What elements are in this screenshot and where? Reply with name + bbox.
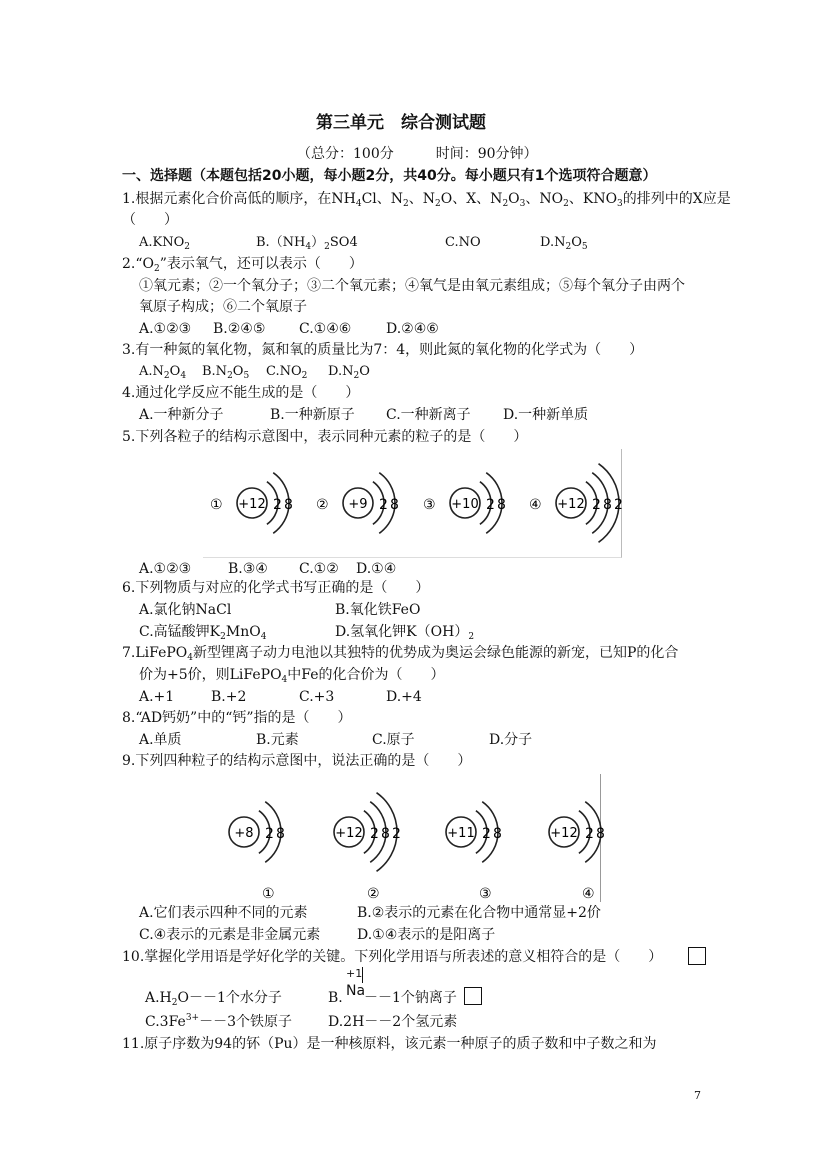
nucleus-charge: +12 <box>550 826 578 841</box>
question-10-option-c: $C.3Fe^{3+}--3$个铁原子 <box>145 1013 293 1030</box>
question-4-option-d: D.一种新单质 <box>503 407 589 423</box>
q9-atom-diagrams <box>224 774 605 902</box>
atom-label: ③ <box>479 886 492 902</box>
question-10-option-a: $A.H_2O--1$个水分子 <box>145 990 282 1008</box>
electron-count: 8 <box>596 826 605 842</box>
question-5-option-c: C.①② <box>299 561 339 577</box>
electron-count: 2 <box>392 826 401 842</box>
q5-atom-2 <box>316 473 399 534</box>
nucleus-charge: +12 <box>557 497 585 512</box>
q5-atom-diagrams <box>203 449 621 557</box>
question-10-stem: 10.掌握化学用语是学好化学的关键。下列化学用语与所表述的意义相符合的是（ ） <box>122 949 663 965</box>
electron-count: 8 <box>603 497 612 513</box>
question-8-option-b: B.元素 <box>256 732 299 748</box>
question-1-paren: （ ） <box>122 212 178 228</box>
atom-label: ④ <box>582 886 595 902</box>
electron-count: 2 <box>585 826 594 842</box>
question-5-option-d: D.①④ <box>356 561 397 577</box>
question-11-stem: 11.原子序数为94的钚（Pu）是一种核原料，该元素一种原子的质子数和中子数之和为 <box>122 1036 657 1052</box>
question-4-stem: 4.通过化学反应不能生成的是（ ） <box>122 385 360 401</box>
atom-label: ② <box>316 497 329 513</box>
nucleus-charge: +12 <box>335 826 363 841</box>
electron-count: 2 <box>379 497 388 513</box>
nucleus-charge: +11 <box>447 826 475 841</box>
page-number: 7 <box>694 1089 701 1102</box>
question-6-option-b: B.氧化铁FeO <box>335 602 421 618</box>
question-3-option-b: $B.N_2O_5$ <box>202 364 250 381</box>
question-2-line-3: 氧原子构成；⑥二个氧原子 <box>139 299 307 315</box>
atom-label: ③ <box>423 497 436 513</box>
electron-count: 8 <box>284 497 293 513</box>
q9-atom-3 <box>446 802 502 902</box>
q9-atom-4 <box>549 802 605 902</box>
nucleus-charge: +10 <box>451 497 479 512</box>
q5-atom-1 <box>210 473 293 534</box>
answer-box[interactable] <box>688 947 706 965</box>
electron-count: 2 <box>265 826 274 842</box>
question-3-stem: 3.有一种氮的氧化物，氮和氧的质量比为7：4，则此氮的氧化物的化学式为（ ） <box>122 342 644 358</box>
q5-atom-4 <box>529 464 623 543</box>
electron-count: 8 <box>390 497 399 513</box>
question-5-option-b: B.③④ <box>228 561 268 577</box>
question-7-stem: 7.LiFePO$_4$新型锂离子动力电池以其独特的优势成为奥运会绿色能源的新宠，已知P的化合 <box>122 645 679 663</box>
question-1-option-a: $A.KNO_2$ <box>139 235 190 252</box>
question-10-option-d: D.2H－－2个氢元素 <box>328 1014 458 1030</box>
question-4-option-a: A.一种新分子 <box>139 407 224 423</box>
question-3-option-c: $C.NO_2$ <box>266 364 308 381</box>
question-1-stem: 1.根据元素化合价高低的顺序，在$NH_4Cl$、$N_2$、$N_2O$、X、$N_2O_3$、$NO_2$、$KNO_3$的排列中的X应是 <box>122 191 731 209</box>
question-3-option-a: $A.N_2O_4$ <box>139 364 187 381</box>
question-4-option-b: B.一种新原子 <box>270 407 355 423</box>
question-7-line-2: 价为+5价，则LiFePO$_4$中Fe的化合价为（ ） <box>139 667 445 685</box>
question-1-option-c: C.NO <box>445 235 481 250</box>
electron-count: 2 <box>370 826 379 842</box>
nucleus-charge: +12 <box>238 497 266 512</box>
question-2-option-b: B.②④⑤ <box>213 321 266 337</box>
q9-atom-2 <box>334 793 401 902</box>
question-2-stem: $2.“O_2$”表示氧气，还可以表示（ ） <box>122 256 363 274</box>
question-9-option-a: A.它们表示四种不同的元素 <box>139 905 308 921</box>
question-9-option-b: B.②表示的元素在化合物中通常显+2价 <box>357 905 601 921</box>
electron-count: 2 <box>486 497 495 513</box>
question-6-option-a: A.氯化钠NaCl <box>139 602 232 618</box>
atom-label: ② <box>367 886 380 902</box>
question-8-option-c: C.原子 <box>372 732 415 748</box>
question-6-stem: 6.下列物质与对应的化学式书写正确的是（ ） <box>122 580 430 596</box>
atom-label: ④ <box>529 497 542 513</box>
answer-box-b[interactable] <box>464 987 482 1005</box>
question-9-stem: 9.下列四种粒子的结构示意图中，说法正确的是（ ） <box>122 753 472 769</box>
q5-atom-3 <box>423 473 506 534</box>
question-9-option-d: D.①④表示的是阳离子 <box>357 927 496 943</box>
question-7-option-c: C.+3 <box>299 689 335 705</box>
question-2-line-2: ①氧元素；②一个氧分子；③二个氧元素；④氧气是由氧元素组成；⑤每个氧分子由两个 <box>139 278 685 294</box>
electron-count: 2 <box>482 826 491 842</box>
question-8-stem: 8.“AD钙奶”中的“钙”指的是（ ） <box>122 710 352 726</box>
page-title: 第三单元 综合测试题 <box>316 113 486 133</box>
question-1-option-d: $D.N_2O_5$ <box>540 235 588 252</box>
electron-count: 2 <box>592 497 601 513</box>
question-10-option-b: －－1个钠离子 <box>364 990 457 1006</box>
question-5-diagram <box>203 449 622 558</box>
atom-label: ① <box>210 497 223 513</box>
electron-count: 2 <box>273 497 282 513</box>
electron-count: 8 <box>276 826 285 842</box>
question-10-sodium-symbol: Na <box>346 983 366 999</box>
question-8-option-a: A.单质 <box>139 732 182 748</box>
electron-count: 8 <box>381 826 390 842</box>
question-2-option-d: D.②④⑥ <box>386 321 439 337</box>
question-10-option-b-label: B. <box>328 990 343 1006</box>
page-subtitle: （总分：100分 时间：90分钟） <box>297 146 538 162</box>
question-9-diagram <box>224 774 605 902</box>
question-7-option-d: D.+4 <box>386 689 422 705</box>
question-9-option-c: C.④表示的元素是非金属元素 <box>139 927 321 943</box>
electron-count: 8 <box>493 826 502 842</box>
question-10-valence: +1 <box>346 967 363 980</box>
question-8-option-d: D.分子 <box>489 732 533 748</box>
question-4-option-c: C.一种新离子 <box>386 407 471 423</box>
question-1-option-b: $B.(NH_4)_2SO4$ <box>256 235 358 252</box>
atom-label: ① <box>262 886 275 902</box>
question-3-option-d: $D.N_2O$ <box>328 364 370 381</box>
question-6-option-c: C.高锰酸钾$K_2MnO_4$ <box>139 624 267 642</box>
valence-marker <box>362 967 364 983</box>
question-2-option-c: C.①④⑥ <box>299 321 352 337</box>
question-5-option-a: A.①②③ <box>139 561 192 577</box>
q9-atom-1 <box>229 802 285 902</box>
question-6-option-d: D.氢氧化钾$K(OH)_2$ <box>335 624 475 642</box>
question-7-option-a: A.+1 <box>139 689 175 705</box>
nucleus-charge: +8 <box>234 826 254 841</box>
question-7-option-b: B.+2 <box>211 689 247 705</box>
question-5-stem: 5.下列各粒子的结构示意图中，表示同种元素的粒子的是（ ） <box>122 429 528 445</box>
electron-count: 8 <box>497 497 506 513</box>
question-2-option-a: A.①②③ <box>139 321 192 337</box>
nucleus-charge: +9 <box>348 497 368 512</box>
section-heading: 一、选择题（本题包括20小题，每小题2分，共40分。每小题只有1个选项符合题意） <box>122 168 657 184</box>
electron-count: 2 <box>614 497 623 513</box>
